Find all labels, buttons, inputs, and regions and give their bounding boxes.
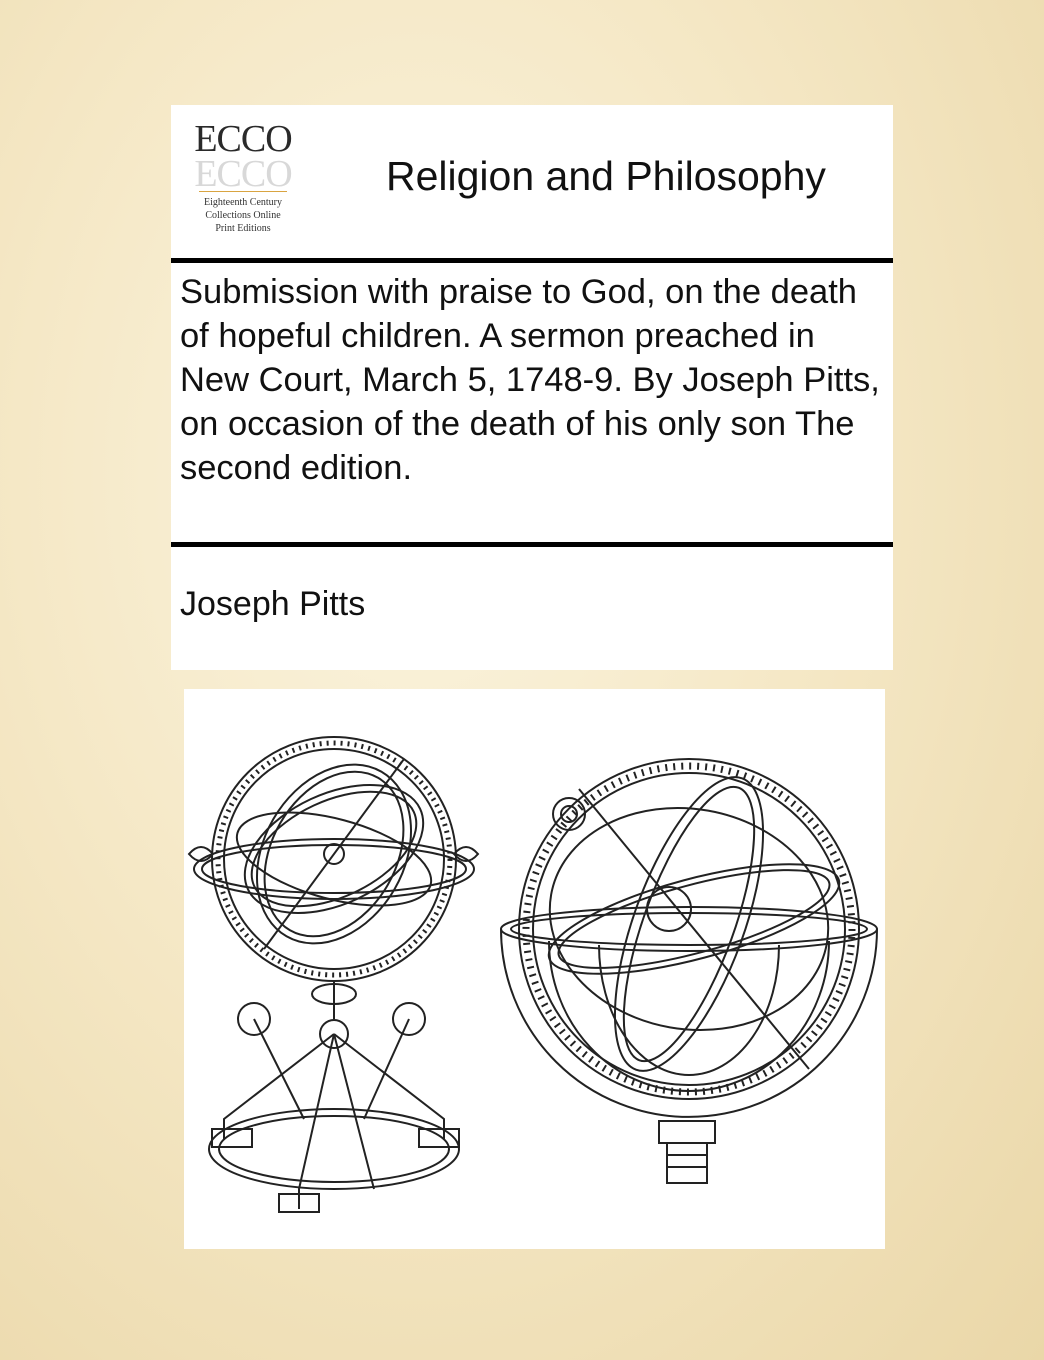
- series-title: Religion and Philosophy: [386, 153, 826, 199]
- logo-mark: ECCO: [194, 118, 292, 160]
- logo-line-1: Eighteenth Century: [203, 197, 283, 208]
- divider-top: [171, 258, 893, 263]
- divider-bottom: [171, 542, 893, 547]
- book-author: Joseph Pitts: [180, 585, 366, 623]
- logo-mark-reflection: ECCO: [194, 159, 292, 189]
- ecco-logo: [187, 119, 299, 243]
- cover-illustration: [184, 689, 885, 1249]
- logo-divider: [199, 191, 287, 192]
- logo-line-3: Print Editions: [215, 223, 271, 234]
- cover-panel: [171, 105, 893, 670]
- logo-line-2: Collections Online: [205, 210, 281, 221]
- armillary-sphere-on-stand-icon: [184, 689, 534, 1249]
- armillary-sphere-in-hemisphere-icon: [489, 689, 885, 1249]
- book-title: Submission with praise to God, on the death of hopeful children. A sermon preached in New Court, March 5, 1748-9. By Joseph Pitts, on occasion of the death of his only son The second edition.: [180, 273, 880, 487]
